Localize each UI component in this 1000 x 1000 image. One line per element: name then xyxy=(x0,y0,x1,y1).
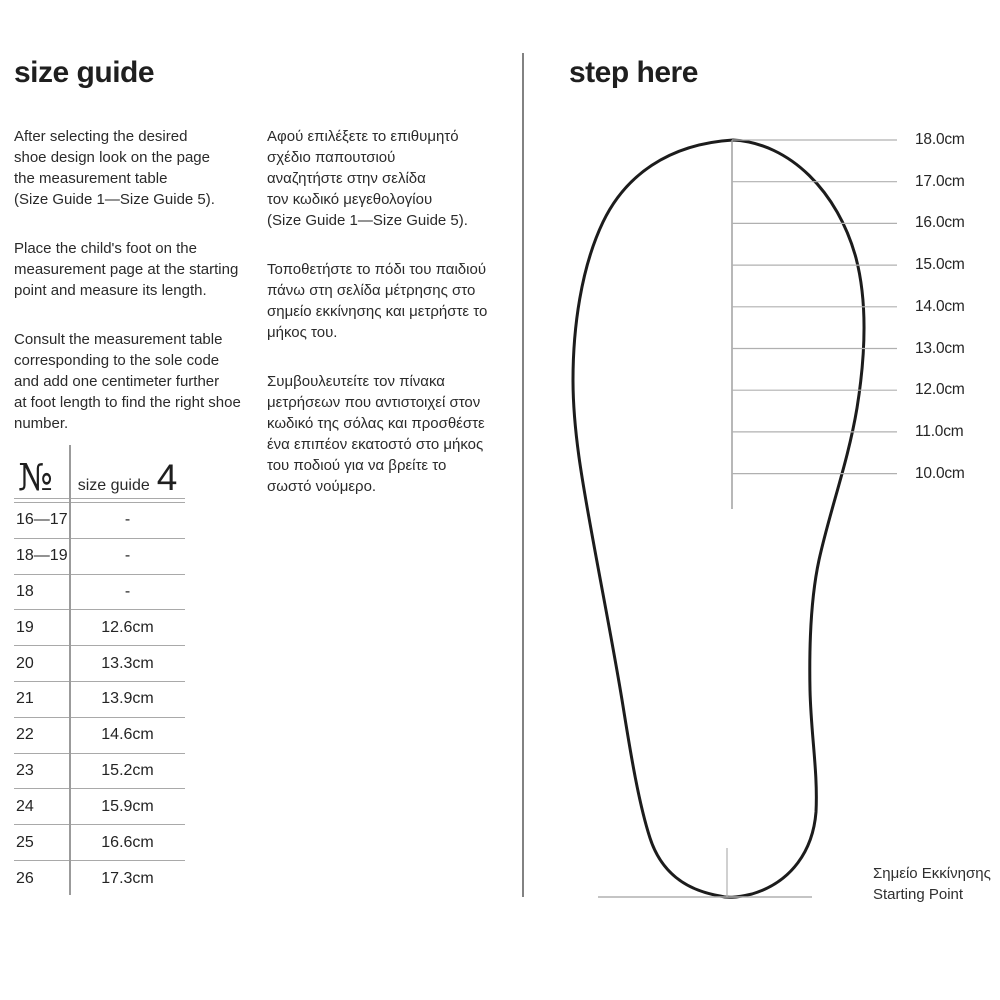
table-cell-length: 13.3cm xyxy=(101,654,154,672)
ruler-tick-label: 12.0cm xyxy=(915,381,965,399)
table-cell-length: 17.3cm xyxy=(101,869,154,887)
step-here-title: step here xyxy=(569,56,698,89)
instruction-paragraph-gr-1: Αφού επιλέξετε το επιθυμητό σχέδιο παπουτσιού αναζητήστε στην σελίδα τον κωδικό μεγεθολογίου (Size Guide 1—Size Guide 5). xyxy=(267,128,468,229)
starting-point-label-greek: Σημείο Εκκίνησης xyxy=(873,865,991,882)
table-cell-size-number: 16—17 xyxy=(16,511,68,529)
starting-point-label xyxy=(873,863,991,905)
table-cell-size-number: 24 xyxy=(16,797,34,815)
table-cell-size-number: 20 xyxy=(16,654,34,672)
ruler-tick-label: 11.0cm xyxy=(915,422,964,440)
starting-point-label-english: Starting Point xyxy=(873,886,964,903)
instruction-paragraph-en-3: Consult the measurement table corresponding to the sole code and add one centimeter further at foot length to find the right shoe number. xyxy=(14,331,241,432)
table-cell-size-number: 23 xyxy=(16,761,34,779)
instruction-paragraph-gr-2: Τοποθετήστε το πόδι του παιδιού πάνω στη σελίδα μέτρησης στο σημείο εκκίνησης και μετρήστε το μήκος του. xyxy=(267,261,488,341)
table-guide-label: size guide xyxy=(77,477,150,494)
table-guide-number: 4 xyxy=(156,457,178,498)
instruction-paragraph-gr-3: Συμβουλευτείτε τον πίνακα μετρήσεων που αντιστοιχεί στον κωδικό της σόλας και προσθέστε ένα επιπέον εκατοστό στο μήκος του ποδιού για να βρείτε το σωστό νούμερο. xyxy=(267,373,485,495)
table-cell-length: - xyxy=(124,582,131,600)
ruler-tick-label: 17.0cm xyxy=(915,172,965,190)
table-cell-length: 14.6cm xyxy=(101,726,154,744)
table-cell-length: 16.6cm xyxy=(101,833,154,851)
ruler-tick-label: 13.0cm xyxy=(915,339,965,357)
table-cell-size-number: 25 xyxy=(16,833,34,851)
ruler-tick-label: 18.0cm xyxy=(915,131,965,148)
table-cell-length: 12.6cm xyxy=(101,618,154,636)
table-cell-size-number: 18—19 xyxy=(16,547,68,565)
table-cell-length: 15.9cm xyxy=(101,797,154,815)
table-cell-size-number: 21 xyxy=(16,690,34,708)
instruction-paragraph-en-2: Place the child's foot on the measurement page at the starting point and measure its length. xyxy=(14,240,239,299)
table-cell-length: 13.9cm xyxy=(101,690,154,708)
table-cell-length: - xyxy=(124,547,131,565)
ruler-tick-label: 16.0cm xyxy=(915,214,965,232)
table-cell-size-number: 22 xyxy=(16,726,34,744)
table-cell-size-number: 18 xyxy=(16,582,34,600)
table-cell-length: 15.2cm xyxy=(101,761,154,779)
table-number-header: № xyxy=(18,456,54,499)
page-title: size guide xyxy=(14,56,155,89)
table-cell-length: - xyxy=(124,511,131,529)
foot-outline xyxy=(573,140,864,897)
ruler-tick-label: 14.0cm xyxy=(915,297,965,315)
ruler-tick-label: 10.0cm xyxy=(915,464,965,482)
table-cell-size-number: 19 xyxy=(16,618,34,636)
ruler-tick-label: 15.0cm xyxy=(915,256,965,274)
table-cell-size-number: 26 xyxy=(16,869,34,887)
instruction-paragraph-en-1: After selecting the desired shoe design look on the page the measurement table (Size Guide 1—Size Guide 5). xyxy=(14,128,215,208)
